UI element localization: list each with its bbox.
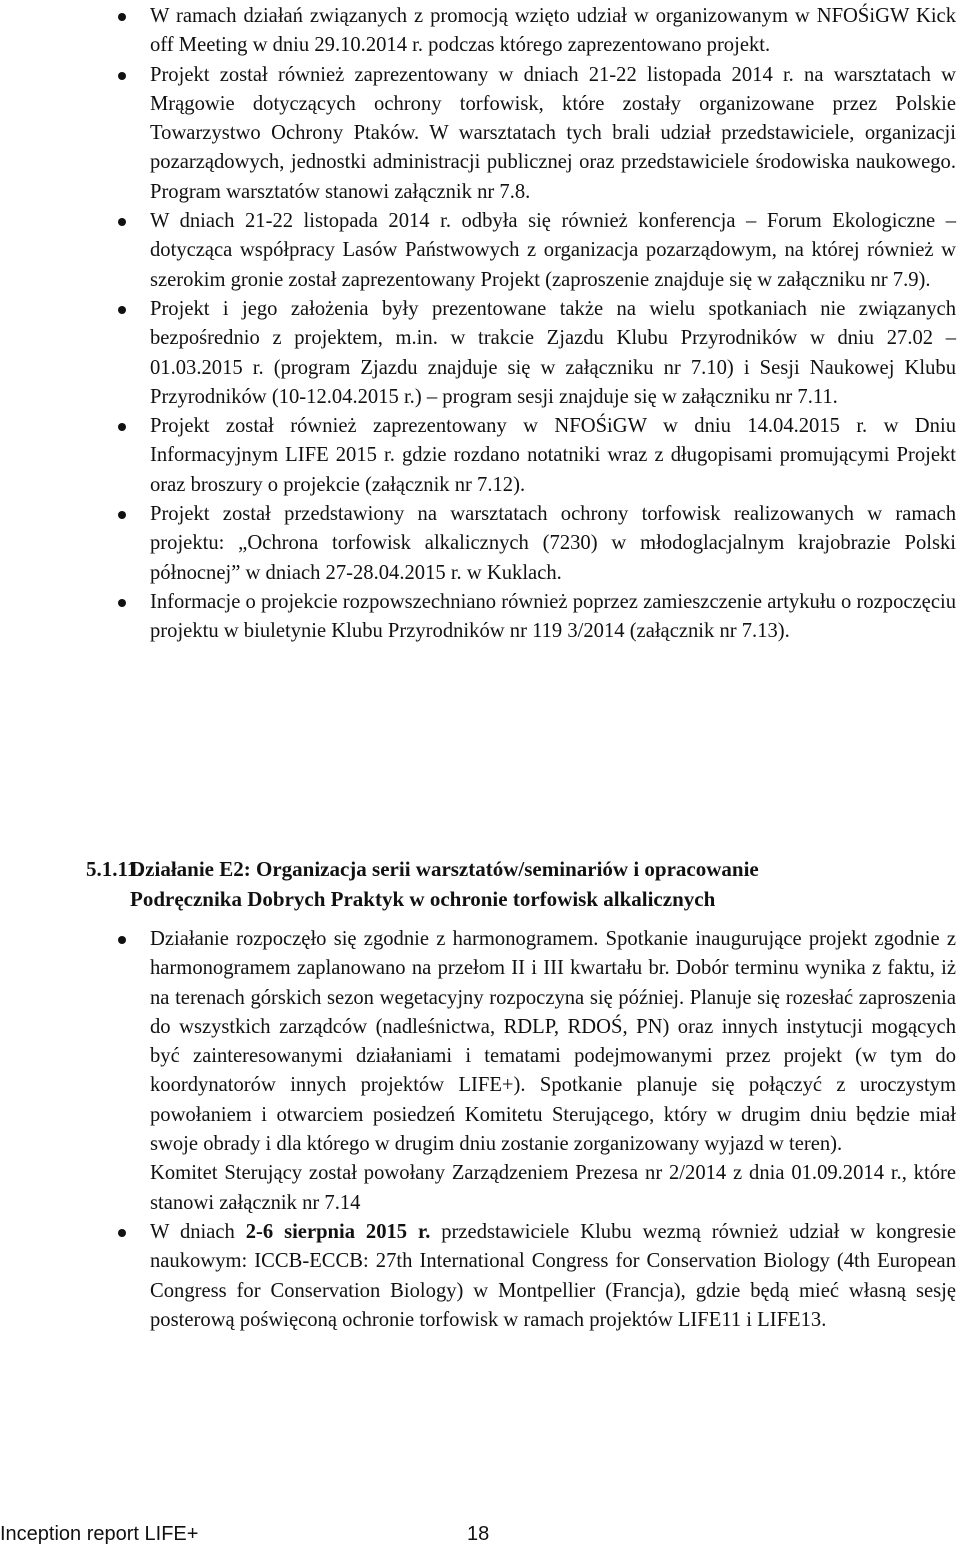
footer-title: Inception report LIFE+ — [0, 1523, 199, 1545]
list-item — [0, 207, 960, 295]
bullet-icon — [118, 218, 126, 226]
page-footer — [0, 1520, 960, 1550]
list-item — [0, 588, 960, 647]
list-item — [0, 1218, 960, 1335]
section-number: 5.1.11. — [86, 857, 143, 881]
bullet-icon — [118, 511, 126, 519]
list-item-date-bold: 2-6 sierpnia 2015 r. — [245, 1220, 431, 1243]
list-item-text-start: W dniach — [150, 1220, 246, 1243]
list-item — [0, 2, 960, 61]
bullet-icon — [118, 599, 126, 607]
section-title-line2: Podręcznika Dobrych Praktyk w ochronie torfowisk alkalicznych — [130, 887, 716, 911]
bullet-icon — [118, 72, 126, 80]
list-item-text: Projekt został również zaprezentowany w NFOŚiGW w dniu 14.04.2015 r. w Dniu Informacyjnym LIFE 2015 r. gdzie rozdano notatniki wraz z długopisami promującymi Projekt oraz broszury o projekcie (załącznik nr 7.12). — [150, 415, 956, 496]
list-item — [0, 295, 960, 412]
list-item — [0, 500, 960, 588]
list-item-text: W dniach 21-22 listopada 2014 r. odbyła się również konferencja – Forum Ekologiczne – dotycząca współpracy Lasów Państwowych z organizacja pozarządowym, na której również w szerokim gronie został zaprezentowany Projekt (zaproszenie znajduje się w załączniku nr 7.9). — [150, 210, 956, 291]
bullet-icon — [118, 306, 126, 314]
list-item-text: Informacje o projekcie rozpowszechniano również poprzez zamieszczenie artykułu o rozpoczęciu projektu w biuletynie Klubu Przyrodników nr 119 3/2014 (załącznik nr 7.13). — [150, 590, 956, 643]
bullet-icon — [118, 423, 126, 431]
list-item-text: W ramach działań związanych z promocją wzięto udział w organizowanym w NFOŚiGW Kick off Meeting w dniu 29.10.2014 r. podczas którego zaprezentowano projekt. — [150, 5, 956, 57]
bullet-list-action-e2 — [0, 925, 960, 1335]
page-number: 18 — [467, 1523, 490, 1545]
list-item-text: Projekt został przedstawiony na warsztatach ochrony torfowisk realizowanych w ramach projektu: „Ochrona torfowisk alkalicznych (7230) w młodoglacjalnym krajobrazie Polski północnej” w dniach 27-28.04.2015 r. w Kuklach. — [150, 503, 956, 584]
bullet-icon — [118, 13, 126, 21]
list-item-text: Projekt został również zaprezentowany w dniach 21-22 listopada 2014 r. na warsztatach w Mrągowie dotyczących ochrony torfowisk, które zostały organizowane przez Polskie Towarzystwo Ochrony Ptaków. W warsztatach tych brali udział przedstawiciele, organizacji pozarządowych, jednostki administracji publicznej oraz przedstawiciele środowiska naukowego. Program warsztatów stanowi załącznik nr 7.8. — [150, 63, 956, 203]
list-item — [0, 925, 960, 1218]
list-item-text-end: przedstawiciele Klubu wezmą również udział w kongresie naukowym: ICCB-ECCB: 27th International Congress for Conservation Biology (4th European Congress for Conservation Biology) w Montpellier (Francja), gdzie będą mieć własną sesję posterową poświęconą ochronie torfowisk w ramach projektów LIFE11 i LIFE13. — [150, 1220, 956, 1331]
bullet-list-promotion — [0, 2, 960, 647]
list-item-text: Projekt i jego założenia były prezentowane także na wielu spotkaniach nie związanych bezpośrednio z projektem, m.in. w trakcie Zjazdu Klubu Przyrodników w dniu 27.02 – 01.03.2015 r. (program Zjazdu znajduje się w załączniku nr 7.10) i Sesji Naukowej Klubu Przyrodników (10-12.04.2015 r.) – program sesji znajduje się w załączniku nr 7.11. — [150, 297, 956, 408]
list-item — [0, 412, 960, 500]
bullet-icon — [118, 1229, 126, 1237]
list-item-paragraph: Komitet Sterujący został powołany Zarządzeniem Prezesa nr 2/2014 z dnia 01.09.2014 r., które stanowi załącznik nr 7.14 — [150, 1162, 956, 1214]
section-title-line1: Działanie E2: Organizacja serii warsztatów/seminariów i opracowanie — [130, 857, 759, 881]
section-heading — [0, 854, 960, 914]
list-item-paragraph: Działanie rozpoczęło się zgodnie z harmonogramem. Spotkanie inaugurujące projekt zgodnie z harmonogramem zaplanowano na przełom II i III kwartału br. Dobór terminu wynika z faktu, iż na terenach górskich sezon wegetacyjny rozpoczyna się później. Planuje się rozesłać zaproszenia do wszystkich zarządców (nadleśnictwa, RDLP, RDOŚ, PN) oraz innych instytucji mogących być zainteresowanymi działaniami i tematami podejmowanymi przez projekt (w tym do koordynatorów innych projektów LIFE+). Spotkanie planuje się połączyć z uroczystym powołaniem i otwarciem posiedzeń Komitetu Sterującego, który w drugim dniu będzie miał swoje obrady i dla którego w drugim dniu zostanie zorganizowany wyjazd w teren). — [150, 928, 956, 1156]
list-item — [0, 61, 960, 207]
bullet-icon — [118, 936, 126, 944]
